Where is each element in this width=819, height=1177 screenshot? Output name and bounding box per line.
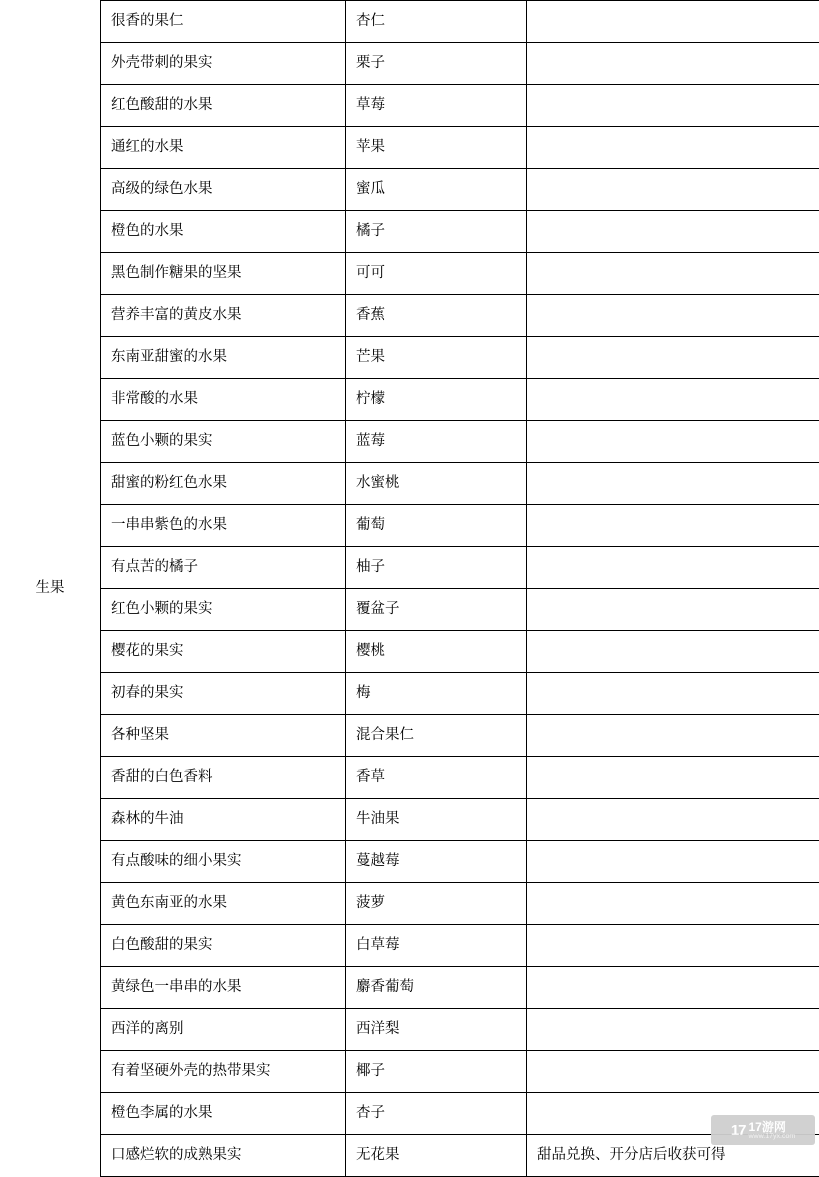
note-cell [527, 883, 819, 925]
table-row [0, 211, 819, 253]
item-name-cell: 牛油果 [346, 799, 527, 841]
table-row [0, 715, 819, 757]
table-row [0, 547, 819, 589]
watermark-site-url: www.17yx.com [749, 1133, 796, 1140]
note-cell [527, 337, 819, 379]
note-cell [527, 421, 819, 463]
table-row [0, 253, 819, 295]
item-name-cell: 香蕉 [346, 295, 527, 337]
note-cell [527, 43, 819, 85]
note-cell [527, 85, 819, 127]
description-cell: 橙色李属的水果 [101, 1093, 346, 1135]
table-row [0, 1093, 819, 1135]
description-cell: 蓝色小颗的果实 [101, 421, 346, 463]
description-cell: 香甜的白色香料 [101, 757, 346, 799]
table-row [0, 505, 819, 547]
item-name-cell: 葡萄 [346, 505, 527, 547]
table-row [0, 463, 819, 505]
table-row [0, 883, 819, 925]
table-row [0, 967, 819, 1009]
description-cell: 口感烂软的成熟果实 [101, 1135, 346, 1177]
description-cell: 通红的水果 [101, 127, 346, 169]
item-name-cell: 西洋梨 [346, 1009, 527, 1051]
note-cell [527, 253, 819, 295]
item-name-cell: 可可 [346, 253, 527, 295]
description-cell: 黑色制作糖果的坚果 [101, 253, 346, 295]
note-cell [527, 463, 819, 505]
table-row [0, 1135, 819, 1177]
table-row [0, 631, 819, 673]
item-name-cell: 蔓越莓 [346, 841, 527, 883]
table-row [0, 1, 819, 43]
item-name-cell: 草莓 [346, 85, 527, 127]
table-row [0, 799, 819, 841]
note-cell [527, 1009, 819, 1051]
item-name-cell: 菠萝 [346, 883, 527, 925]
table-row [0, 1009, 819, 1051]
description-cell: 很香的果仁 [101, 1, 346, 43]
item-name-cell: 杏仁 [346, 1, 527, 43]
note-cell [527, 967, 819, 1009]
note-cell [527, 379, 819, 421]
table-row [0, 673, 819, 715]
note-cell [527, 127, 819, 169]
table-body [0, 1, 819, 1177]
item-name-cell: 麝香葡萄 [346, 967, 527, 1009]
description-cell: 非常酸的水果 [101, 379, 346, 421]
item-name-cell: 香草 [346, 757, 527, 799]
table-row [0, 295, 819, 337]
item-name-cell: 蜜瓜 [346, 169, 527, 211]
description-cell: 甜蜜的粉红色水果 [101, 463, 346, 505]
table-row [0, 337, 819, 379]
watermark-site-name: 17游网 [749, 1121, 796, 1133]
table-row [0, 43, 819, 85]
item-name-cell: 白草莓 [346, 925, 527, 967]
table-row [0, 421, 819, 463]
item-name-cell: 混合果仁 [346, 715, 527, 757]
item-name-cell: 椰子 [346, 1051, 527, 1093]
table-row [0, 379, 819, 421]
description-cell: 橙色的水果 [101, 211, 346, 253]
description-cell: 森林的牛油 [101, 799, 346, 841]
description-cell: 外壳带刺的果实 [101, 43, 346, 85]
table-row [0, 127, 819, 169]
description-cell: 红色酸甜的水果 [101, 85, 346, 127]
note-cell [527, 211, 819, 253]
table-row [0, 925, 819, 967]
table-row [0, 589, 819, 631]
item-name-cell: 栗子 [346, 43, 527, 85]
item-name-cell: 橘子 [346, 211, 527, 253]
note-cell [527, 757, 819, 799]
table-row [0, 757, 819, 799]
description-cell: 各种坚果 [101, 715, 346, 757]
note-cell [527, 799, 819, 841]
item-name-cell: 苹果 [346, 127, 527, 169]
description-cell: 高级的绿色水果 [101, 169, 346, 211]
item-name-cell: 杏子 [346, 1093, 527, 1135]
watermark-logo: 17 [731, 1122, 746, 1139]
table-row [0, 841, 819, 883]
item-name-cell: 柠檬 [346, 379, 527, 421]
table-row [0, 85, 819, 127]
item-name-cell: 无花果 [346, 1135, 527, 1177]
watermark-text [749, 1121, 796, 1140]
description-cell: 黄色东南亚的水果 [101, 883, 346, 925]
description-cell: 西洋的离别 [101, 1009, 346, 1051]
description-cell: 有点苦的橘子 [101, 547, 346, 589]
note-cell [527, 169, 819, 211]
item-name-cell: 梅 [346, 673, 527, 715]
table-row [0, 1051, 819, 1093]
description-cell: 营养丰富的黄皮水果 [101, 295, 346, 337]
note-cell [527, 1, 819, 43]
note-cell [527, 505, 819, 547]
watermark [711, 1115, 815, 1145]
note-cell [527, 673, 819, 715]
description-cell: 东南亚甜蜜的水果 [101, 337, 346, 379]
note-cell [527, 589, 819, 631]
note-cell: 甜品兑换、开分店后收获可得 [527, 1135, 819, 1177]
description-cell: 有点酸味的细小果实 [101, 841, 346, 883]
category-cell: 生果 [0, 1, 101, 1177]
item-name-cell: 樱桃 [346, 631, 527, 673]
note-cell [527, 547, 819, 589]
note-cell [527, 631, 819, 673]
description-cell: 有着坚硬外壳的热带果实 [101, 1051, 346, 1093]
note-cell [527, 715, 819, 757]
table-row [0, 169, 819, 211]
note-cell [527, 1051, 819, 1093]
note-cell [527, 295, 819, 337]
note-cell [527, 841, 819, 883]
description-cell: 黄绿色一串串的水果 [101, 967, 346, 1009]
description-cell: 初春的果实 [101, 673, 346, 715]
item-name-cell: 芒果 [346, 337, 527, 379]
description-cell: 一串串紫色的水果 [101, 505, 346, 547]
item-name-cell: 水蜜桃 [346, 463, 527, 505]
description-cell: 白色酸甜的果实 [101, 925, 346, 967]
item-name-cell: 柚子 [346, 547, 527, 589]
note-cell [527, 925, 819, 967]
description-cell: 红色小颗的果实 [101, 589, 346, 631]
description-cell: 樱花的果实 [101, 631, 346, 673]
item-name-cell: 覆盆子 [346, 589, 527, 631]
item-name-cell: 蓝莓 [346, 421, 527, 463]
